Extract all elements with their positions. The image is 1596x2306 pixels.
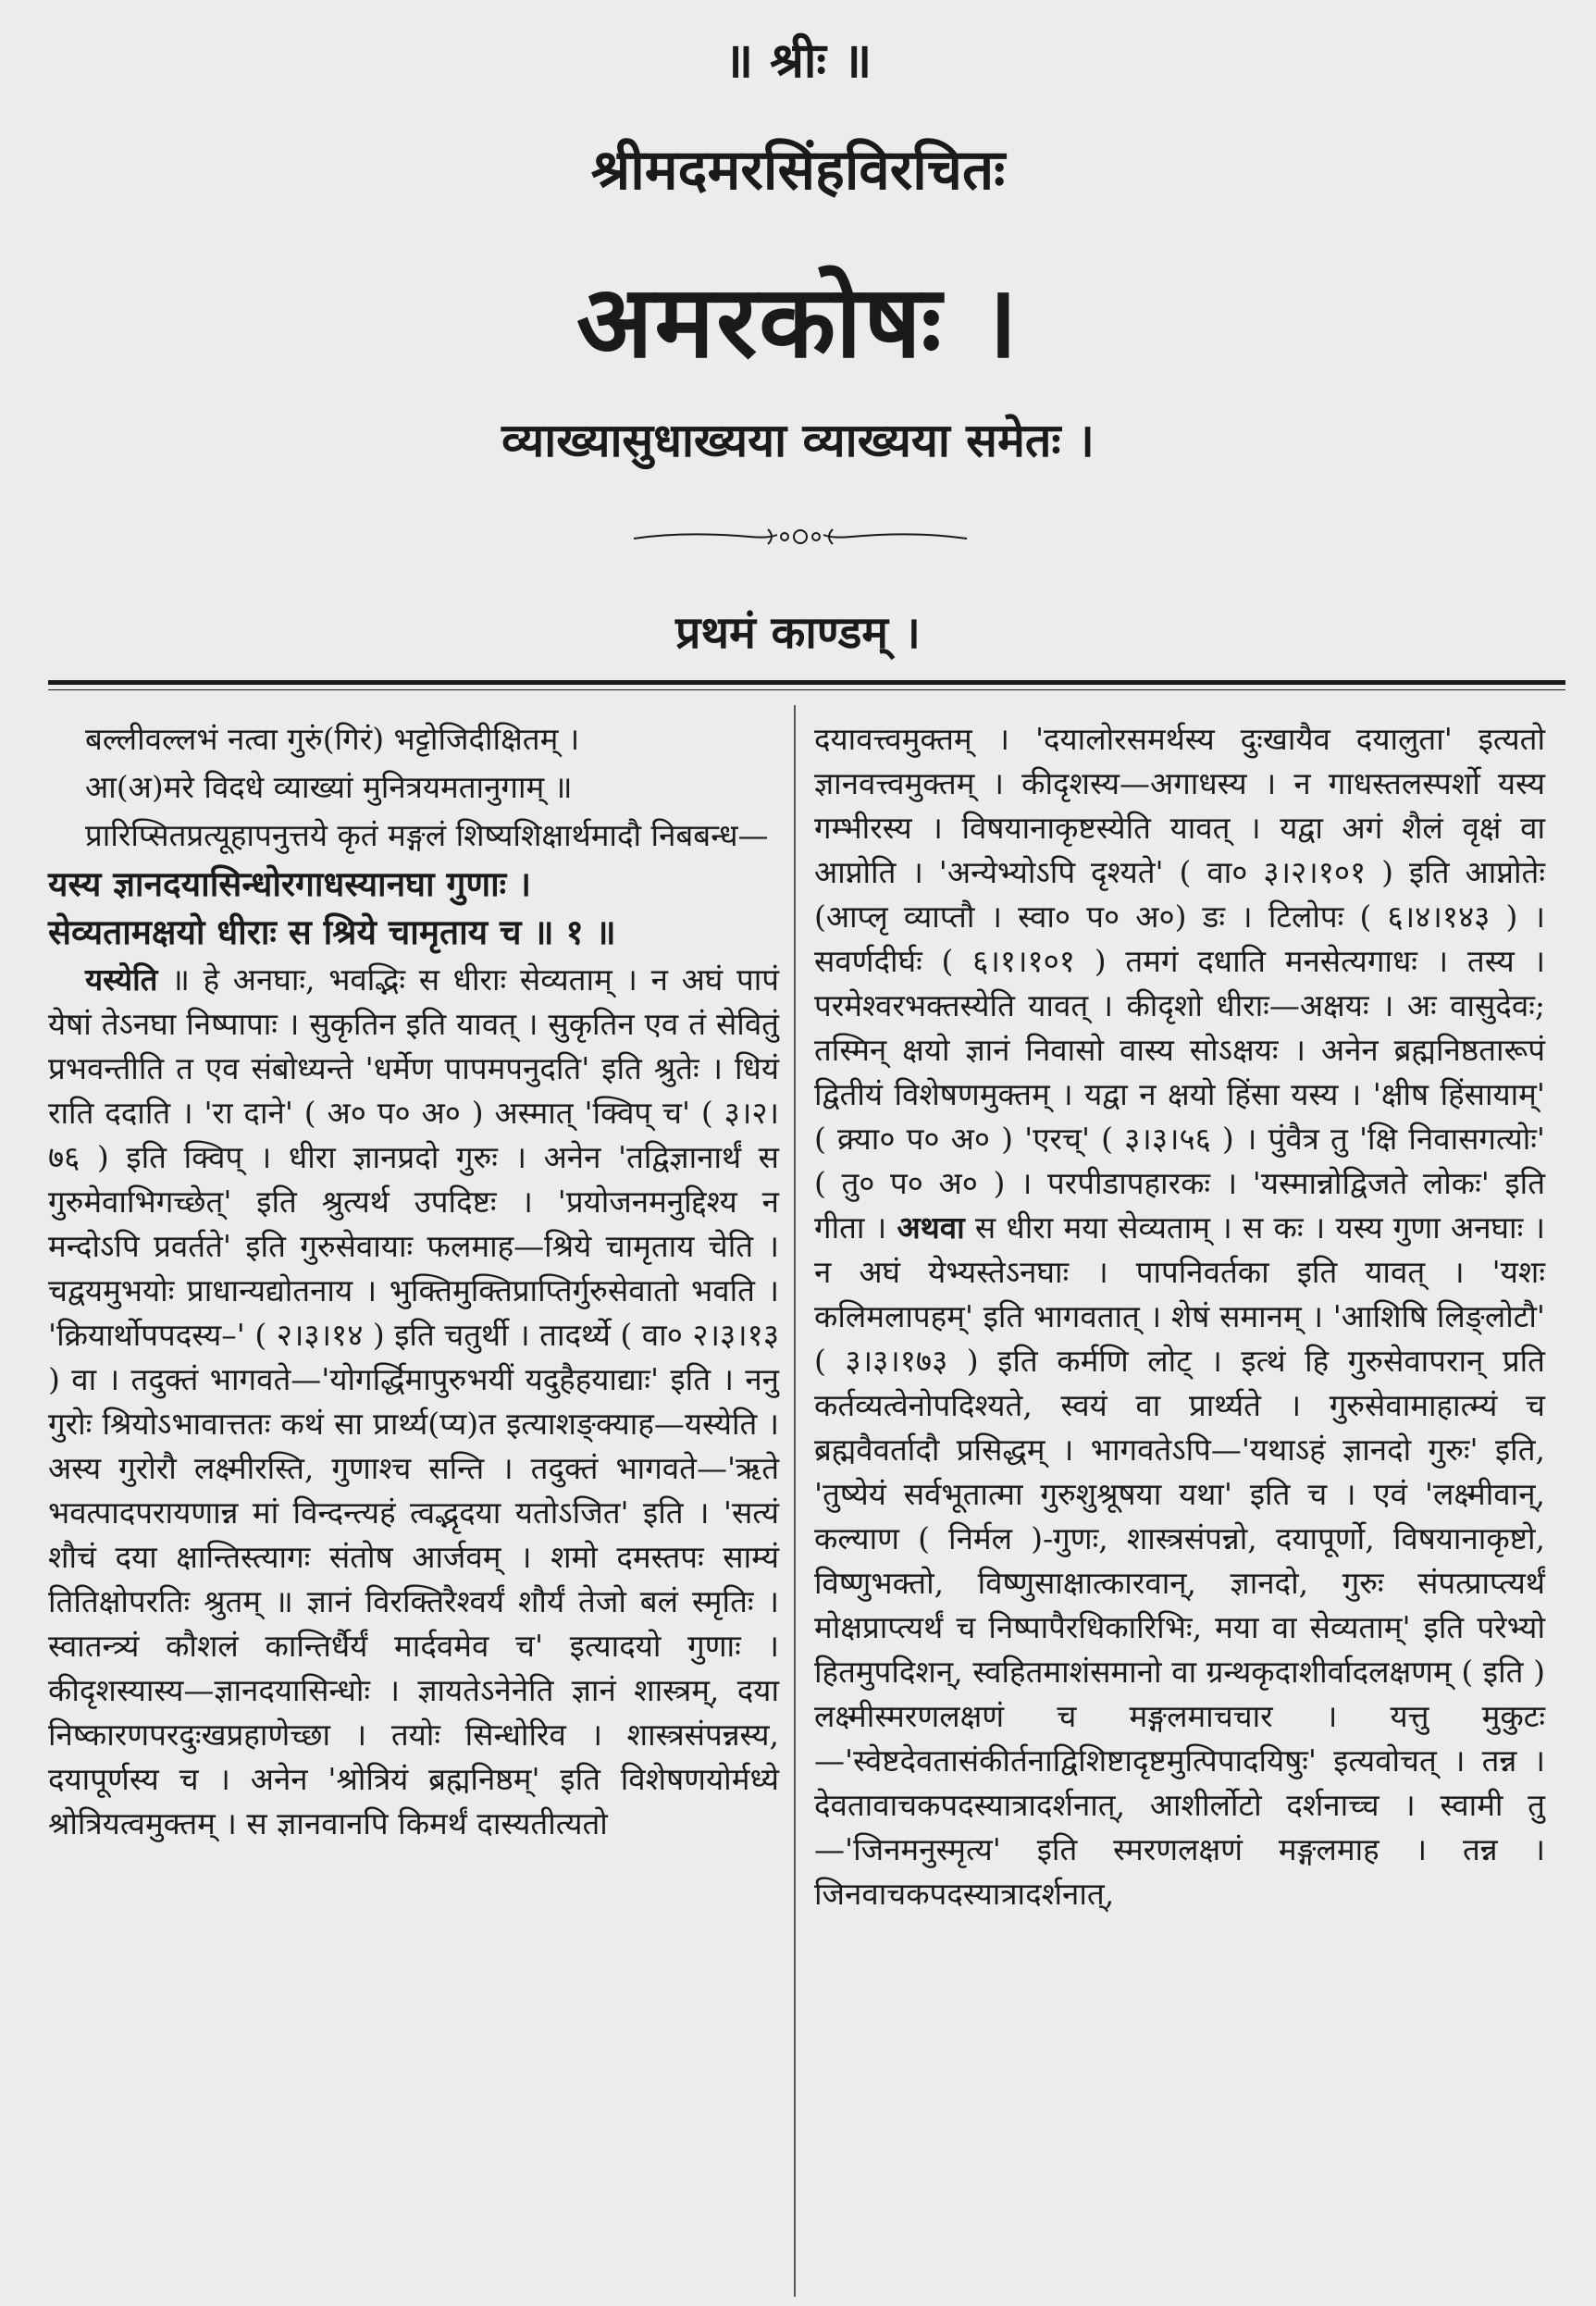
intro-prose: प्रारिप्सितप्रत्यूहापनुत्तये कृतं मङ्गलं शिष्यशिक्षार्थमादौ निबबन्ध—: [85, 817, 769, 853]
subtitle: व्याख्यासुधाख्यया व्याख्यया समेतः ।: [501, 413, 1095, 467]
right-column: [814, 717, 1545, 1920]
mula-verse-line-2: सेव्यतामक्षयो धीराः स श्रिये चामृताय च ॥ १ ॥: [48, 911, 616, 952]
commentary-paragraph: [48, 958, 779, 1846]
commentary-text: ॥ हे अनघाः, भवद्भिः स धीराः सेव्यताम् । न अघं पापं येषां तेऽनघा निष्पापाः । सुकृतिन इति यावत् । सुकृतिन एव तं सेवितुं प्रभवन्तीति त एव संबोध्यन्ते 'धर्मेण पापमपनुदति' इति श्रुतेः । धियं राति ददाति । 'रा दाने' ( अ० प० अ० ) अस्मात् 'क्विप् च' ( ३।२।७६ ) इति क्विप् । धीरा ज्ञानप्रदो गुरुः । अनेन 'तद्विज्ञानार्थं स गुरुमेवाभिगच्छेत्' इति श्रुत्यर्थ उपदिष्टः । 'प्रयोजनमनुद्दिश्य न मन्दोऽपि प्रवर्तते' इति गुरुसेवायाः फलमाह—श्रिये चामृताय चेति । चद्वयमुभयोः प्राधान्यद्योतनाय । भुक्तिमुक्तिप्राप्तिर्गुरुसेवातो भवति । 'क्रियार्थोपपदस्य–' ( २।३।१४ ) इति चतुर्थी । तादर्थ्ये ( वा० २।३।१३ ) वा । तदुक्तं भागवते—'योगर्द्धिमापुरुभयीं यदुहैहयाद्याः' इति । ननु गुरोः श्रियोऽभावात्ततः कथं सा प्रार्थ्य(प्य)त इत्याशङ्क्याह—यस्येति । अस्य गुरोरौ लक्ष्मीरस्ति, गुणाश्च सन्ति । तदुक्तं भागवते—'ऋते भवत्पादपरायणान्न मां विन्दन्त्यहं त्वद्भृदया यतोऽजित' इति । 'सत्यं शौचं दया क्षान्तिस्त्यागः संतोष आर्जवम् । शमो दमस्तपः साम्यं तितिक्षोपरतिः श्रुतम् ॥ ज्ञानं विरक्तिरैश्वर्यं शौर्यं तेजो बलं स्मृतिः । स्वातन्त्र्यं कौशलं कान्तिर्धैर्यं मार्दवमेव च' इत्यादयो गुणाः । कीदृशस्यास्य—ज्ञानदयासिन्धोः । ज्ञायतेऽनेनेति ज्ञानं शास्त्रम्, दया निष्कारणपरदुःखप्रहाणेच्छा । तयोः सिन्धोरिव । शास्त्रसंपन्नस्य, दयापूर्णस्य च । अनेन 'श्रोत्रियं ब्रह्मनिष्ठम्' इति विशेषणयोर्मध्ये श्रोत्रियत्वमुक्तम् । स ज्ञानवानपि किमर्थं दास्यतीत्यतो: [48, 961, 779, 1841]
invocation: ॥ श्रीः ॥: [724, 32, 872, 89]
header-rule: [48, 680, 1565, 685]
right-column-text: [814, 717, 1545, 1916]
column-divider: [794, 705, 796, 2297]
athava-word: अथवा: [897, 1209, 965, 1246]
book-title: अमरकोषः ।: [576, 264, 1020, 380]
intro-verse-line-2: आ(अ)मरे विदधे व्याख्यां मुनित्रयमतानुगाम् ॥: [85, 769, 573, 805]
commentary-lead-word: यस्येति: [85, 961, 158, 998]
left-column: [48, 717, 779, 1850]
author-line: श्रीमदमरसिंहविरचितः: [590, 138, 1006, 203]
mula-verse-line-1: यस्य ज्ञानदयासिन्धोरगाधस्यानघा गुणाः ।: [48, 863, 532, 904]
intro-verse-line-1: बल्लीवल्लभं नत्वा गुरुं(गिरं) भट्टोजिदीक्षितम् ।: [85, 721, 580, 757]
right-text-part-1: दयावत्त्वमुक्तम् । 'दयालोरसमर्थस्य दुःखायैव दयालुता' इत्यतो ज्ञानवत्त्वमुक्तम् । कीदृशस्य—अगाधस्य । न गाधस्तलस्पर्शो यस्य गम्भीरस्य । विषयानाकृष्टस्येति यावत् । यद्वा अगं शैलं वृक्षं वा आप्नोति । 'अन्येभ्योऽपि दृश्यते' ( वा० ३।२।१०१ ) इति आप्नोतेः (आप्लृ व्याप्तौ । स्वा० प० अ०) डः । टिलोपः ( ६।४।१४३ ) । सवर्णदीर्घः ( ६।१।१०१ ) तमगं दधाति मनसेत्यगाधः । तस्य । परमेश्वरभक्तस्येति यावत् । कीदृशो धीराः—अक्षयः । अः वासुदेवः; तस्मिन् क्षयो ज्ञानं निवासो वास्य सोऽक्षयः । अनेन ब्रह्मनिष्ठतारूपं द्वितीयं विशेषणमुक्तम् । यद्वा न क्षयो हिंसा यस्य । 'क्षीष हिंसायाम्' ( क्र्या० प० अ० ) 'एरच्' ( ३।३।५६ ) । पुंवैत्र तु 'क्षि निवासगत्योः' ( तु० प० अ० ) । परपीडापहारकः । 'यस्मान्नोद्विजते लोकः' इति गीता ।: [814, 721, 1545, 1246]
header-rule-thin: [48, 689, 1565, 690]
ornament-divider: [629, 518, 971, 555]
right-text-part-2: स धीरा मया सेव्यताम् । स कः । यस्य गुणा अनघाः । न अघं येभ्यस्तेऽनघाः । पापनिवर्तका इति यावत् । 'यशः कलिमलापहम्' इति भागवतात् । शेषं समानम् । 'आशिषि लिङ्लोटौ' ( ३।३।१७३ ) इति कर्मणि लोट् । इत्थं हि गुरुसेवापरान् प्रति कर्तव्यत्वेनोपदिश्यते, स्वयं वा प्रार्थ्यते । गुरुसेवामाहात्म्यं च ब्रह्मवैवर्तादौ प्रसिद्धम् । भागवतेऽपि—'यथाऽहं ज्ञानदो गुरुः' इति, 'तुष्येयं सर्वभूतात्मा गुरुशुश्रूषया यथा' इति च । एवं 'लक्ष्मीवान्, कल्याण ( निर्मल )-गुणः, शास्त्रसंपन्नो, दयापूर्णो, विषयानाकृष्टो, विष्णुभक्तो, विष्णुसाक्षात्कारवान्, ज्ञानदो, गुरुः संपत्प्राप्त्यर्थं मोक्षप्राप्त्यर्थं च निष्पापैरधिकारिभिः, मया वा सेव्यताम्' इति परेभ्यो हितमुपदिशन्, स्वहितमाशंसमानो वा ग्रन्थकृदाशीर्वादलक्षणम् ( इति ) लक्ष्मीस्मरणलक्षणं च मङ्गलमाचचार । यत्तु मुकुटः—'स्वेष्टदेवतासंकीर्तनाद्विशिष्टादृष्टमुत्पिपादयिषुः' इत्यवोचत् । तन्न । देवतावाचकपदस्यात्रादर्शनात्, आशीर्लोटो दर्शनाच्च । स्वामी तु—'जिनमनुस्मृत्य' इति स्मरणलक्षणं मङ्गलमाह । तन्न । जिनवाचकपदस्यात्रादर्शनात्,: [814, 1209, 1545, 1912]
section-title: प्रथमं काण्डम् ।: [675, 607, 921, 659]
